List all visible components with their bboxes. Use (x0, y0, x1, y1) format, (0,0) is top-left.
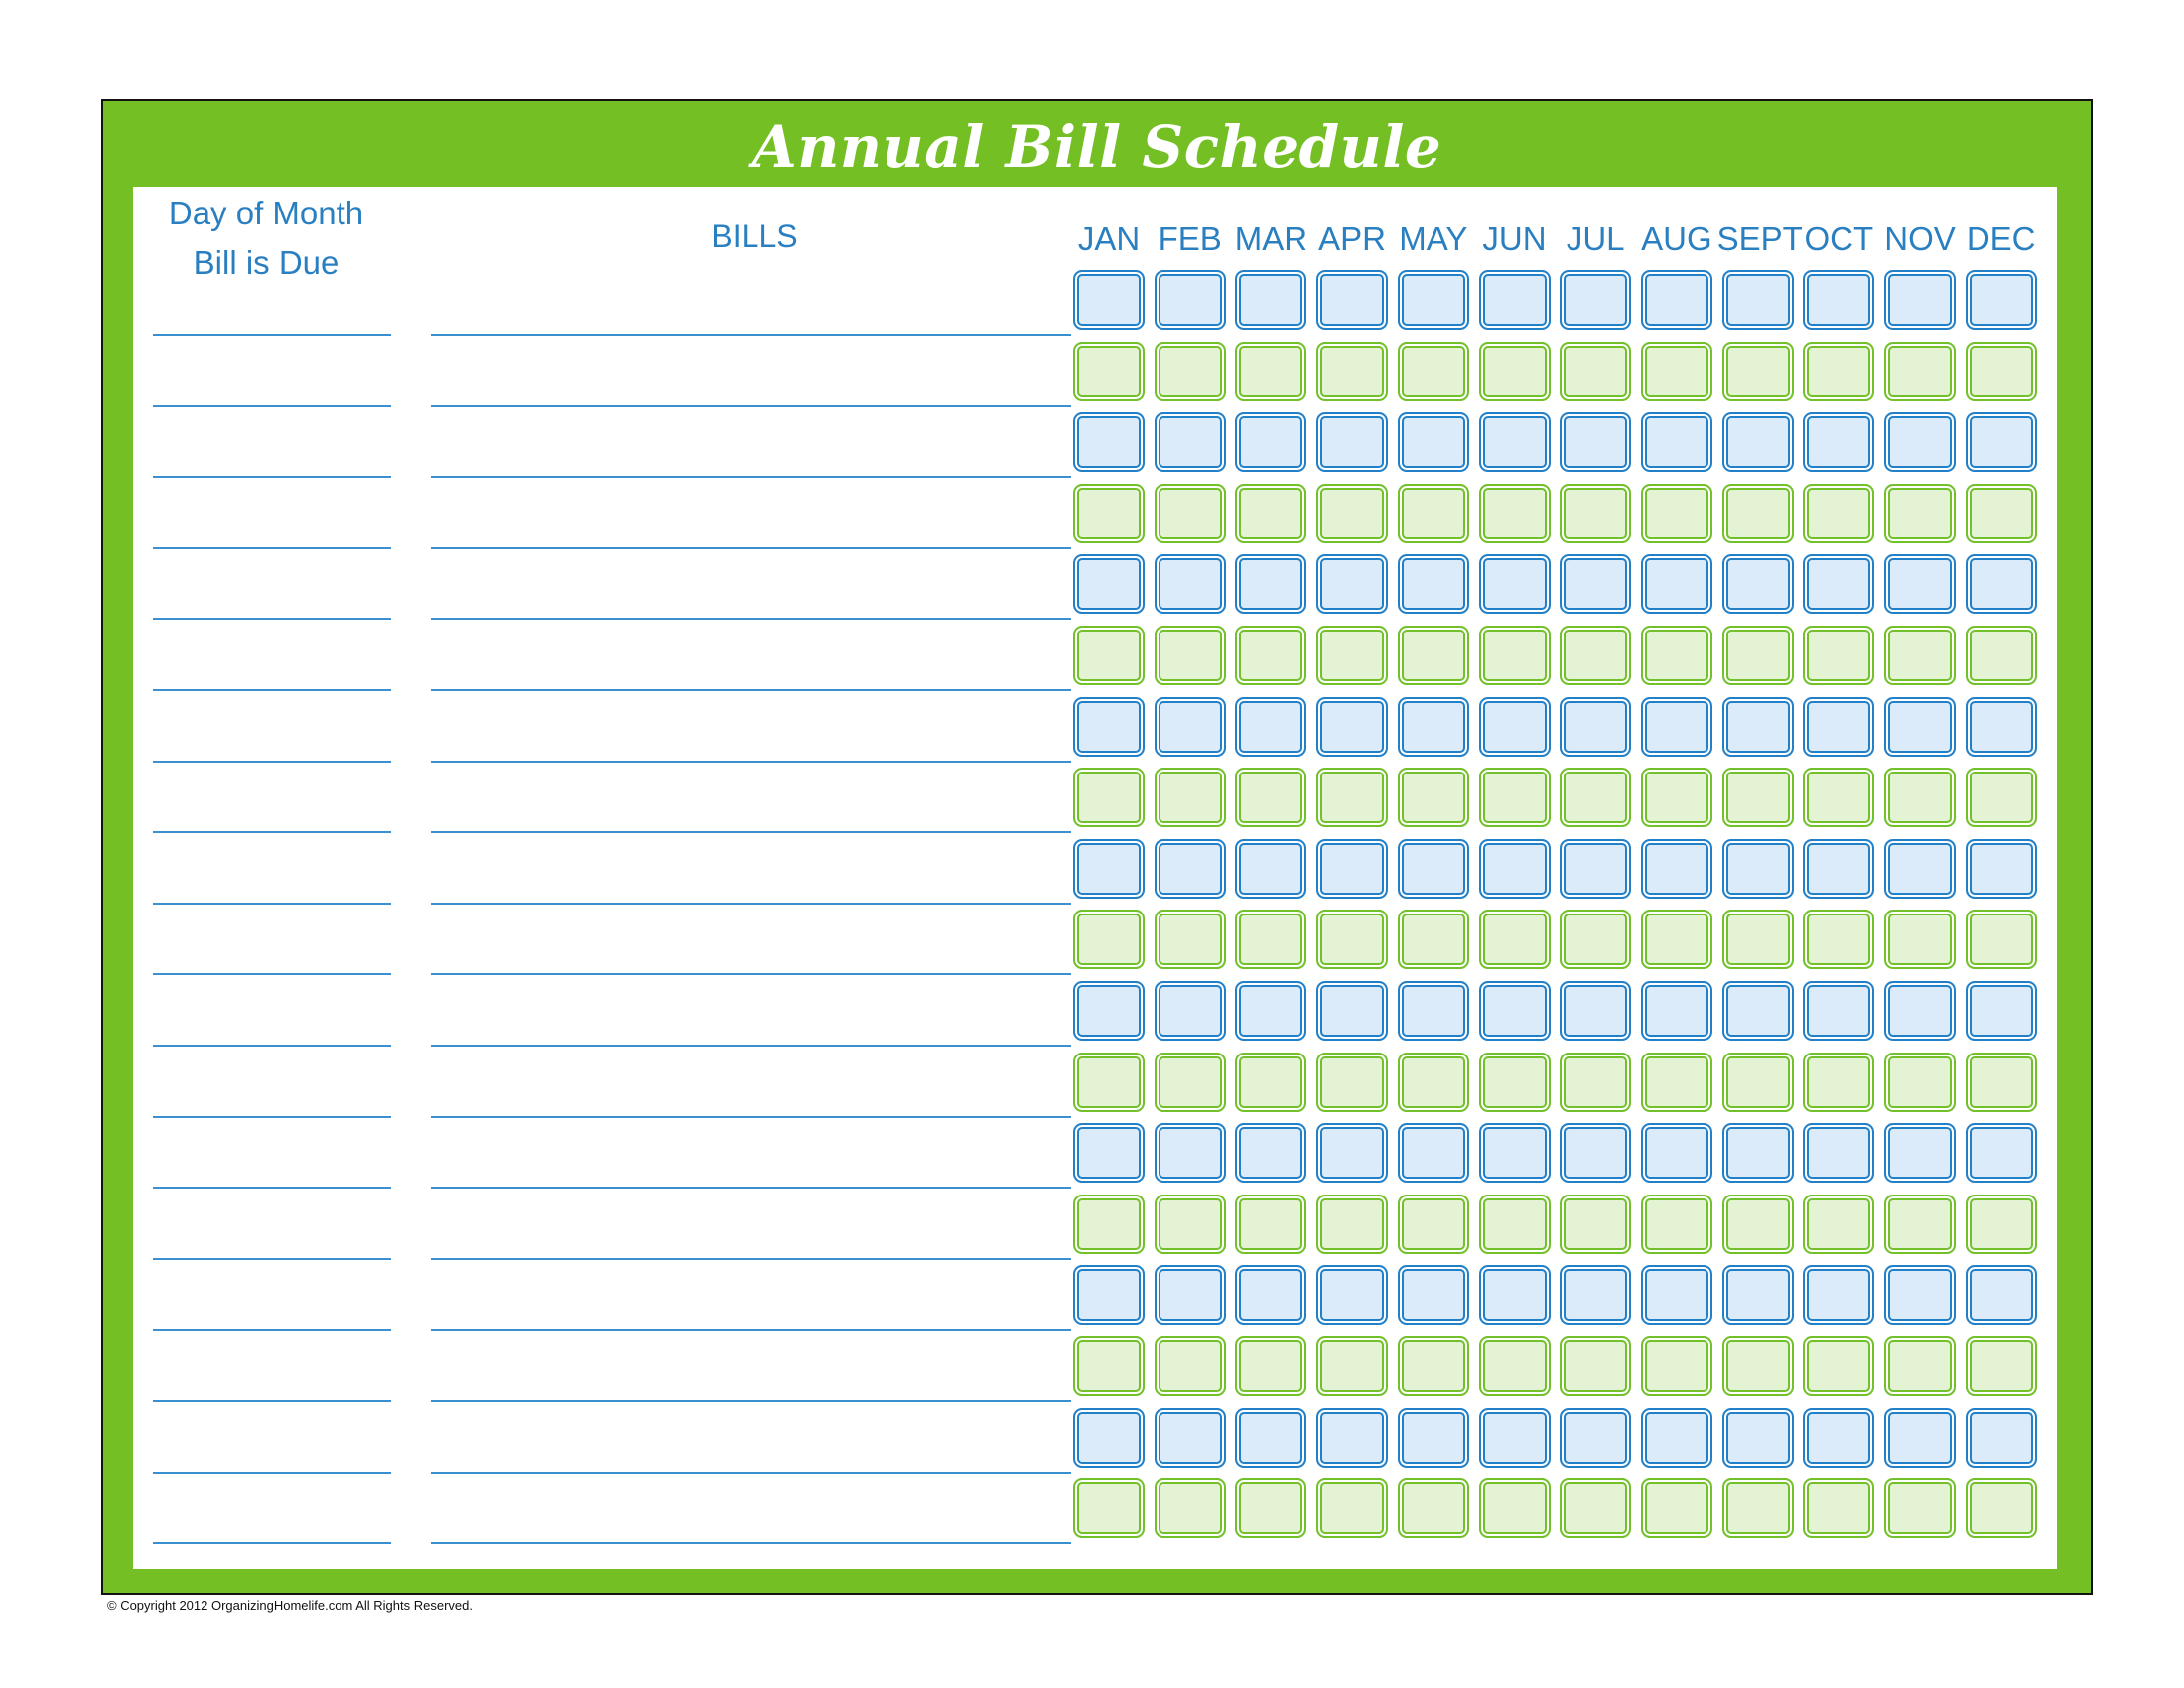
bill-name-field[interactable] (431, 689, 1071, 691)
bill-row (133, 1123, 2057, 1189)
bill-row (133, 839, 2057, 905)
checkbox-may[interactable] (1398, 697, 1469, 757)
checkbox-aug[interactable] (1641, 910, 1712, 969)
due-day-field[interactable] (153, 1400, 391, 1402)
checkbox-nov[interactable] (1884, 981, 1956, 1041)
checkbox-mar[interactable] (1235, 1053, 1306, 1112)
checkbox-sept[interactable] (1722, 554, 1794, 614)
checkbox-aug[interactable] (1641, 1478, 1712, 1538)
checkbox-nov[interactable] (1884, 1336, 1956, 1396)
month-header-dec: DEC (1966, 220, 2036, 257)
checkbox-nov[interactable] (1884, 910, 1956, 969)
checkbox-jul[interactable] (1560, 484, 1631, 543)
checkbox-oct[interactable] (1803, 1195, 1874, 1254)
checkbox-jul[interactable] (1560, 910, 1631, 969)
checkbox-apr[interactable] (1316, 1408, 1388, 1468)
checkbox-dec[interactable] (1966, 839, 2037, 899)
checkbox-aug[interactable] (1641, 484, 1712, 543)
checkbox-mar[interactable] (1235, 910, 1306, 969)
checkbox-nov[interactable] (1884, 626, 1956, 685)
bill-name-field[interactable] (431, 831, 1071, 833)
checkbox-dec[interactable] (1966, 1478, 2037, 1538)
checkbox-dec[interactable] (1966, 768, 2037, 827)
checkbox-apr[interactable] (1316, 626, 1388, 685)
checkbox-nov[interactable] (1884, 1408, 1956, 1468)
checkbox-feb[interactable] (1155, 768, 1226, 827)
bill-row (133, 1195, 2057, 1260)
checkbox-apr[interactable] (1316, 981, 1388, 1041)
day-header-line1: Day of Month (168, 195, 364, 231)
month-header-feb: FEB (1158, 220, 1222, 257)
checkbox-apr[interactable] (1316, 768, 1388, 827)
checkbox-mar[interactable] (1235, 626, 1306, 685)
checkbox-apr[interactable] (1316, 554, 1388, 614)
page-title: Annual Bill Schedule (751, 113, 1442, 181)
checkbox-feb[interactable] (1155, 910, 1226, 969)
checkbox-may[interactable] (1398, 768, 1469, 827)
checkbox-jan[interactable] (1073, 1195, 1145, 1254)
due-day-field[interactable] (153, 476, 391, 478)
bill-name-field[interactable] (431, 618, 1071, 620)
bill-row (133, 484, 2057, 549)
checkbox-dec[interactable] (1966, 910, 2037, 969)
checkbox-dec[interactable] (1966, 484, 2037, 543)
month-header-jul: JUL (1566, 220, 1625, 257)
checkbox-jan[interactable] (1073, 1408, 1145, 1468)
checkbox-feb[interactable] (1155, 1265, 1226, 1325)
month-header-jan: JAN (1077, 220, 1141, 257)
checkbox-jan[interactable] (1073, 1053, 1145, 1112)
checkbox-sept[interactable] (1722, 1195, 1794, 1254)
checkbox-sept[interactable] (1722, 626, 1794, 685)
bill-name-field[interactable] (431, 761, 1071, 763)
checkbox-jan[interactable] (1073, 839, 1145, 899)
bill-rows (133, 187, 2057, 1569)
checkbox-oct[interactable] (1803, 768, 1874, 827)
due-day-field[interactable] (153, 761, 391, 763)
checkbox-oct[interactable] (1803, 626, 1874, 685)
bill-row (133, 981, 2057, 1047)
checkbox-sept[interactable] (1722, 342, 1794, 401)
checkbox-nov[interactable] (1884, 768, 1956, 827)
bill-name-field[interactable] (431, 1472, 1071, 1474)
checkbox-sept[interactable] (1722, 412, 1794, 472)
checkbox-feb[interactable] (1155, 697, 1226, 757)
checkbox-jul[interactable] (1560, 342, 1631, 401)
checkbox-jun[interactable] (1479, 554, 1551, 614)
checkbox-oct[interactable] (1803, 839, 1874, 899)
month-header-mar: MAR (1234, 220, 1308, 257)
checkbox-may[interactable] (1398, 1478, 1469, 1538)
page-frame (101, 99, 2093, 1595)
due-day-field[interactable] (153, 547, 391, 549)
bill-name-field[interactable] (431, 973, 1071, 975)
checkbox-dec[interactable] (1966, 1195, 2037, 1254)
checkbox-feb[interactable] (1155, 1408, 1226, 1468)
checkbox-dec[interactable] (1966, 1265, 2037, 1325)
checkbox-oct[interactable] (1803, 1053, 1874, 1112)
checkbox-sept[interactable] (1722, 1053, 1794, 1112)
due-day-field[interactable] (153, 1187, 391, 1189)
checkbox-nov[interactable] (1884, 554, 1956, 614)
bill-name-field[interactable] (431, 1329, 1071, 1331)
checkbox-aug[interactable] (1641, 1408, 1712, 1468)
checkbox-apr[interactable] (1316, 910, 1388, 969)
checkbox-nov[interactable] (1884, 1123, 1956, 1183)
checkbox-jul[interactable] (1560, 839, 1631, 899)
checkbox-jul[interactable] (1560, 1265, 1631, 1325)
checkbox-apr[interactable] (1316, 270, 1388, 330)
checkbox-jun[interactable] (1479, 910, 1551, 969)
month-header-jun: JUN (1482, 220, 1547, 257)
bill-name-field[interactable] (431, 903, 1071, 905)
checkbox-apr[interactable] (1316, 1478, 1388, 1538)
checkbox-dec[interactable] (1966, 981, 2037, 1041)
bill-name-field[interactable] (431, 405, 1071, 407)
checkbox-oct[interactable] (1803, 484, 1874, 543)
checkbox-aug[interactable] (1641, 1123, 1712, 1183)
checkbox-feb[interactable] (1155, 626, 1226, 685)
checkbox-mar[interactable] (1235, 270, 1306, 330)
checkbox-dec[interactable] (1966, 1336, 2037, 1396)
checkbox-jun[interactable] (1479, 270, 1551, 330)
checkbox-jul[interactable] (1560, 1408, 1631, 1468)
checkbox-may[interactable] (1398, 910, 1469, 969)
checkbox-jun[interactable] (1479, 1336, 1551, 1396)
schedule-panel (133, 187, 2057, 1569)
checkbox-jan[interactable] (1073, 910, 1145, 969)
checkbox-mar[interactable] (1235, 412, 1306, 472)
checkbox-jul[interactable] (1560, 1053, 1631, 1112)
checkbox-dec[interactable] (1966, 342, 2037, 401)
checkbox-mar[interactable] (1235, 1478, 1306, 1538)
checkbox-feb[interactable] (1155, 412, 1226, 472)
checkbox-feb[interactable] (1155, 484, 1226, 543)
checkbox-jul[interactable] (1560, 270, 1631, 330)
checkbox-may[interactable] (1398, 484, 1469, 543)
checkbox-sept[interactable] (1722, 1336, 1794, 1396)
checkbox-may[interactable] (1398, 1123, 1469, 1183)
checkbox-mar[interactable] (1235, 1408, 1306, 1468)
bill-row (133, 1408, 2057, 1474)
checkbox-feb[interactable] (1155, 1053, 1226, 1112)
checkbox-oct[interactable] (1803, 412, 1874, 472)
checkbox-jan[interactable] (1073, 1265, 1145, 1325)
due-day-field[interactable] (153, 405, 391, 407)
checkbox-jan[interactable] (1073, 484, 1145, 543)
bill-name-field[interactable] (431, 1542, 1071, 1544)
checkbox-jul[interactable] (1560, 697, 1631, 757)
checkbox-aug[interactable] (1641, 270, 1712, 330)
bill-name-field[interactable] (431, 1187, 1071, 1189)
checkbox-nov[interactable] (1884, 270, 1956, 330)
checkbox-dec[interactable] (1966, 1053, 2037, 1112)
checkbox-may[interactable] (1398, 981, 1469, 1041)
checkbox-aug[interactable] (1641, 1195, 1712, 1254)
bill-row (133, 1336, 2057, 1402)
bill-name-field[interactable] (431, 1400, 1071, 1402)
bill-row (133, 626, 2057, 691)
checkbox-jul[interactable] (1560, 1123, 1631, 1183)
bill-row (133, 554, 2057, 620)
checkbox-aug[interactable] (1641, 626, 1712, 685)
checkbox-dec[interactable] (1966, 412, 2037, 472)
checkbox-aug[interactable] (1641, 768, 1712, 827)
checkbox-sept[interactable] (1722, 910, 1794, 969)
bill-row (133, 342, 2057, 407)
checkbox-nov[interactable] (1884, 1478, 1956, 1538)
checkbox-sept[interactable] (1722, 1408, 1794, 1468)
checkbox-jun[interactable] (1479, 1408, 1551, 1468)
checkbox-jan[interactable] (1073, 768, 1145, 827)
checkbox-apr[interactable] (1316, 1195, 1388, 1254)
checkbox-mar[interactable] (1235, 484, 1306, 543)
checkbox-apr[interactable] (1316, 697, 1388, 757)
checkbox-sept[interactable] (1722, 697, 1794, 757)
checkbox-sept[interactable] (1722, 270, 1794, 330)
due-day-field[interactable] (153, 973, 391, 975)
checkbox-jun[interactable] (1479, 981, 1551, 1041)
checkbox-aug[interactable] (1641, 981, 1712, 1041)
checkbox-feb[interactable] (1155, 342, 1226, 401)
checkbox-mar[interactable] (1235, 768, 1306, 827)
checkbox-aug[interactable] (1641, 1053, 1712, 1112)
checkbox-jul[interactable] (1560, 1195, 1631, 1254)
checkbox-oct[interactable] (1803, 270, 1874, 330)
checkbox-feb[interactable] (1155, 1336, 1226, 1396)
due-day-field[interactable] (153, 1045, 391, 1047)
checkbox-feb[interactable] (1155, 839, 1226, 899)
checkbox-jan[interactable] (1073, 981, 1145, 1041)
checkbox-nov[interactable] (1884, 412, 1956, 472)
checkbox-may[interactable] (1398, 554, 1469, 614)
checkbox-mar[interactable] (1235, 697, 1306, 757)
checkbox-mar[interactable] (1235, 554, 1306, 614)
due-day-field[interactable] (153, 1116, 391, 1118)
checkbox-feb[interactable] (1155, 1123, 1226, 1183)
checkbox-may[interactable] (1398, 342, 1469, 401)
checkbox-feb[interactable] (1155, 1478, 1226, 1538)
checkbox-apr[interactable] (1316, 1123, 1388, 1183)
due-day-field[interactable] (153, 689, 391, 691)
checkbox-apr[interactable] (1316, 1336, 1388, 1396)
checkbox-dec[interactable] (1966, 270, 2037, 330)
month-header-nov: NOV (1884, 220, 1956, 257)
due-day-field[interactable] (153, 618, 391, 620)
checkbox-apr[interactable] (1316, 839, 1388, 899)
checkbox-aug[interactable] (1641, 697, 1712, 757)
checkbox-jan[interactable] (1073, 626, 1145, 685)
checkbox-nov[interactable] (1884, 1265, 1956, 1325)
checkbox-jan[interactable] (1073, 554, 1145, 614)
checkbox-oct[interactable] (1803, 342, 1874, 401)
checkbox-jul[interactable] (1560, 412, 1631, 472)
checkbox-jul[interactable] (1560, 1478, 1631, 1538)
checkbox-may[interactable] (1398, 839, 1469, 899)
checkbox-sept[interactable] (1722, 981, 1794, 1041)
checkbox-jan[interactable] (1073, 1336, 1145, 1396)
checkbox-jul[interactable] (1560, 626, 1631, 685)
copyright-text: © Copyright 2012 OrganizingHomelife.com All Rights Reserved. (107, 1598, 473, 1613)
checkbox-jun[interactable] (1479, 1195, 1551, 1254)
checkbox-jun[interactable] (1479, 1123, 1551, 1183)
checkbox-feb[interactable] (1155, 554, 1226, 614)
bill-name-field[interactable] (431, 334, 1071, 336)
checkbox-jan[interactable] (1073, 697, 1145, 757)
checkbox-mar[interactable] (1235, 342, 1306, 401)
checkbox-jun[interactable] (1479, 1478, 1551, 1538)
checkbox-mar[interactable] (1235, 981, 1306, 1041)
checkbox-dec[interactable] (1966, 554, 2037, 614)
bills-header: BILLS (711, 218, 798, 254)
checkbox-dec[interactable] (1966, 626, 2037, 685)
checkbox-apr[interactable] (1316, 342, 1388, 401)
bill-row (133, 910, 2057, 975)
checkbox-aug[interactable] (1641, 554, 1712, 614)
checkbox-jul[interactable] (1560, 554, 1631, 614)
checkbox-oct[interactable] (1803, 1408, 1874, 1468)
bill-row (133, 1265, 2057, 1331)
bill-row (133, 270, 2057, 336)
checkbox-jan[interactable] (1073, 342, 1145, 401)
bill-row (133, 768, 2057, 833)
bill-name-field[interactable] (431, 1045, 1071, 1047)
checkbox-aug[interactable] (1641, 412, 1712, 472)
month-header-may: MAY (1399, 220, 1468, 257)
checkbox-aug[interactable] (1641, 342, 1712, 401)
checkbox-jun[interactable] (1479, 839, 1551, 899)
checkbox-apr[interactable] (1316, 484, 1388, 543)
checkbox-oct[interactable] (1803, 554, 1874, 614)
due-day-field[interactable] (153, 903, 391, 905)
checkbox-dec[interactable] (1966, 1123, 2037, 1183)
checkbox-mar[interactable] (1235, 1265, 1306, 1325)
due-day-field[interactable] (153, 1258, 391, 1260)
bill-row (133, 1478, 2057, 1544)
checkbox-mar[interactable] (1235, 1123, 1306, 1183)
bill-row (133, 412, 2057, 478)
checkbox-aug[interactable] (1641, 1336, 1712, 1396)
checkbox-oct[interactable] (1803, 697, 1874, 757)
month-header-apr: APR (1318, 220, 1387, 257)
bill-row (133, 1053, 2057, 1118)
checkbox-apr[interactable] (1316, 412, 1388, 472)
checkbox-jan[interactable] (1073, 1123, 1145, 1183)
checkbox-oct[interactable] (1803, 981, 1874, 1041)
checkbox-oct[interactable] (1803, 1265, 1874, 1325)
due-day-field[interactable] (153, 831, 391, 833)
checkbox-mar[interactable] (1235, 839, 1306, 899)
checkbox-may[interactable] (1398, 1336, 1469, 1396)
checkbox-feb[interactable] (1155, 270, 1226, 330)
day-header-line2: Bill is Due (193, 244, 340, 281)
bill-name-field[interactable] (431, 547, 1071, 549)
bill-row (133, 697, 2057, 763)
bill-name-field[interactable] (431, 476, 1071, 478)
checkbox-may[interactable] (1398, 626, 1469, 685)
checkbox-jun[interactable] (1479, 626, 1551, 685)
checkbox-apr[interactable] (1316, 1265, 1388, 1325)
checkbox-may[interactable] (1398, 270, 1469, 330)
checkbox-jun[interactable] (1479, 1053, 1551, 1112)
checkbox-jul[interactable] (1560, 1336, 1631, 1396)
checkbox-jun[interactable] (1479, 412, 1551, 472)
checkbox-jan[interactable] (1073, 412, 1145, 472)
due-day-field[interactable] (153, 1329, 391, 1331)
checkbox-sept[interactable] (1722, 1478, 1794, 1538)
checkbox-oct[interactable] (1803, 1123, 1874, 1183)
checkbox-jun[interactable] (1479, 1265, 1551, 1325)
month-header-oct: OCT (1804, 220, 1874, 257)
due-day-field[interactable] (153, 1472, 391, 1474)
checkbox-aug[interactable] (1641, 1265, 1712, 1325)
checkbox-oct[interactable] (1803, 1478, 1874, 1538)
bill-name-field[interactable] (431, 1116, 1071, 1118)
checkbox-jan[interactable] (1073, 1478, 1145, 1538)
checkbox-may[interactable] (1398, 1053, 1469, 1112)
checkbox-dec[interactable] (1966, 1408, 2037, 1468)
checkbox-oct[interactable] (1803, 1336, 1874, 1396)
checkbox-jul[interactable] (1560, 768, 1631, 827)
checkbox-sept[interactable] (1722, 839, 1794, 899)
checkbox-feb[interactable] (1155, 981, 1226, 1041)
checkbox-may[interactable] (1398, 412, 1469, 472)
checkbox-jan[interactable] (1073, 270, 1145, 330)
checkbox-nov[interactable] (1884, 839, 1956, 899)
due-day-field[interactable] (153, 334, 391, 336)
checkbox-may[interactable] (1398, 1408, 1469, 1468)
checkbox-jun[interactable] (1479, 342, 1551, 401)
checkbox-apr[interactable] (1316, 1053, 1388, 1112)
checkbox-may[interactable] (1398, 1265, 1469, 1325)
checkbox-oct[interactable] (1803, 910, 1874, 969)
checkbox-sept[interactable] (1722, 768, 1794, 827)
checkbox-dec[interactable] (1966, 697, 2037, 757)
checkbox-jun[interactable] (1479, 697, 1551, 757)
checkbox-sept[interactable] (1722, 1265, 1794, 1325)
checkbox-nov[interactable] (1884, 484, 1956, 543)
checkbox-may[interactable] (1398, 1195, 1469, 1254)
month-header-aug: AUG (1641, 220, 1712, 257)
checkbox-sept[interactable] (1722, 484, 1794, 543)
bill-name-field[interactable] (431, 1258, 1071, 1260)
checkbox-sept[interactable] (1722, 1123, 1794, 1183)
checkbox-aug[interactable] (1641, 839, 1712, 899)
month-header-sept: SEPT (1716, 220, 1803, 257)
checkbox-mar[interactable] (1235, 1336, 1306, 1396)
due-day-field[interactable] (153, 1542, 391, 1544)
checkbox-jul[interactable] (1560, 981, 1631, 1041)
checkbox-nov[interactable] (1884, 1053, 1956, 1112)
checkbox-nov[interactable] (1884, 697, 1956, 757)
checkbox-mar[interactable] (1235, 1195, 1306, 1254)
checkbox-nov[interactable] (1884, 1195, 1956, 1254)
checkbox-nov[interactable] (1884, 342, 1956, 401)
checkbox-jun[interactable] (1479, 484, 1551, 543)
checkbox-jun[interactable] (1479, 768, 1551, 827)
checkbox-feb[interactable] (1155, 1195, 1226, 1254)
